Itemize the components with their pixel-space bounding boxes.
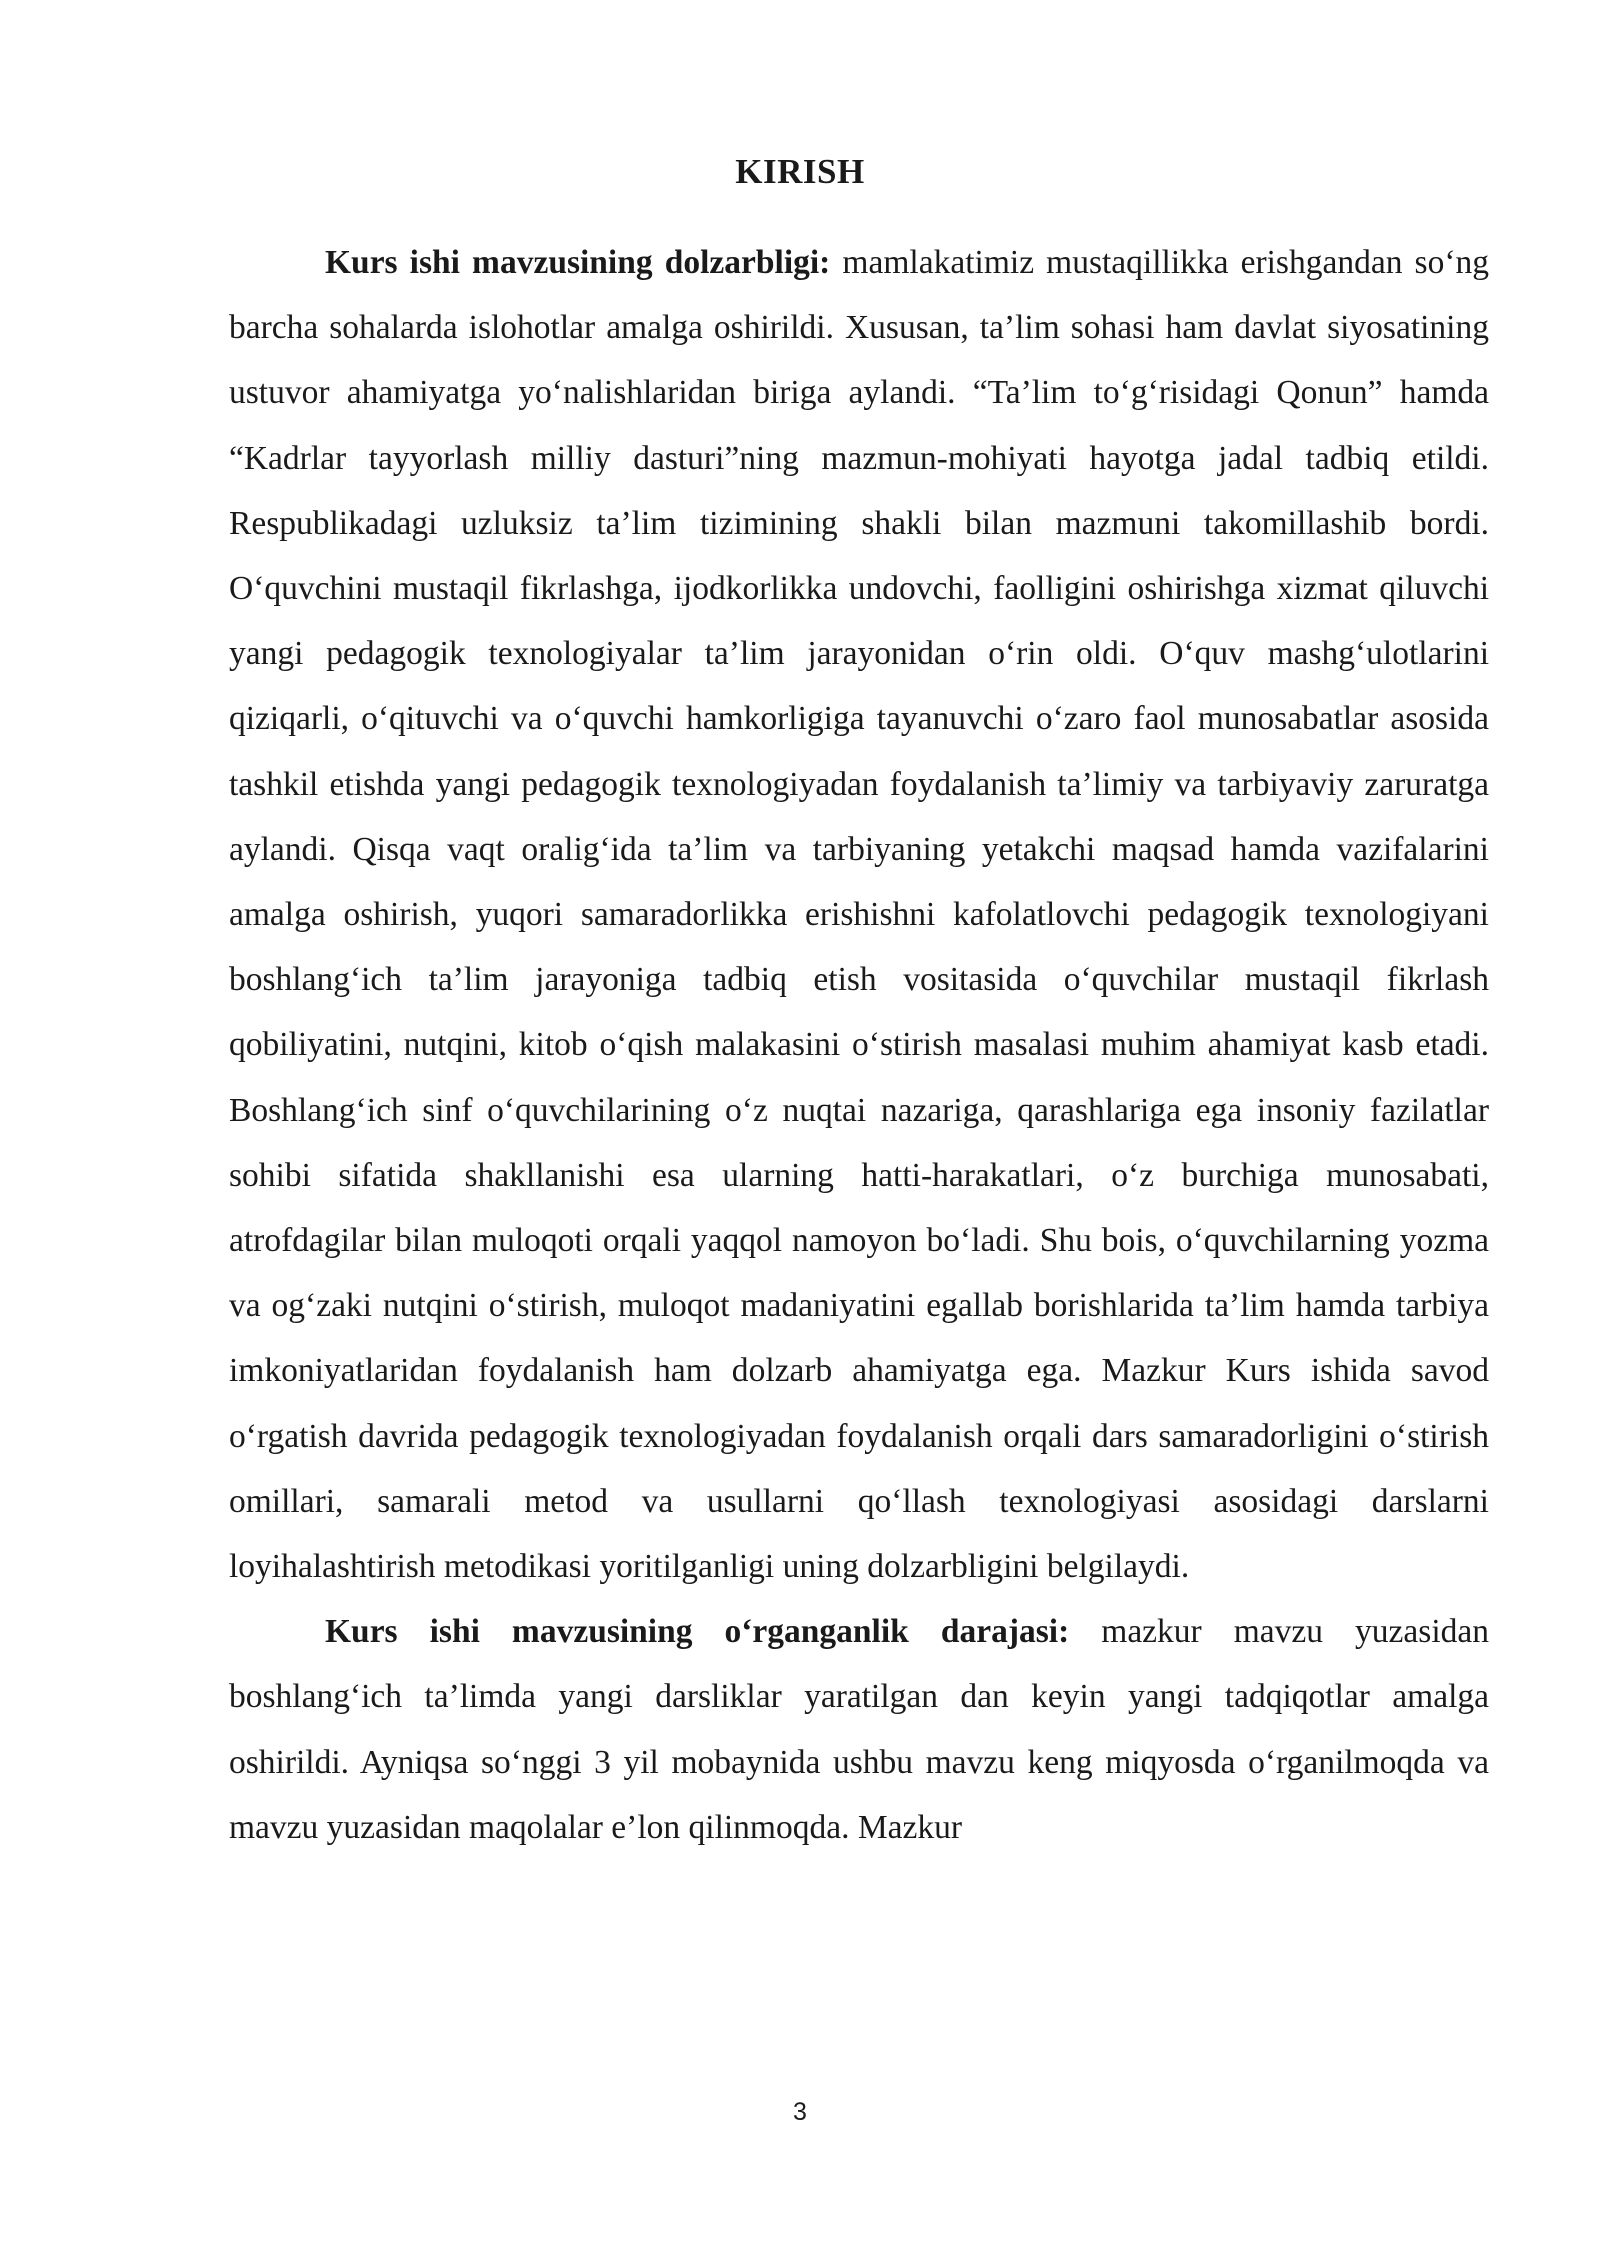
paragraph-text-study-level: mazkur mavzu yuzasidan boshlang‘ich ta’limda yangi darsliklar yaratilgan dan keyin yangi tadqiqotlar amalga oshirildi. Ayniqsa so‘nggi 3 yil mobaynida ushbu mavzu keng miqyosda o‘rganilmoqda va mavzu yuzasidan maqolalar e’lon qilinmoqda. Mazkur — [229, 1613, 1489, 1846]
paragraph-study-level — [229, 1599, 1489, 1860]
paragraph-text-relevance: mamlakatimiz mustaqillikka erishgandan so‘ng barcha sohalarda islohotlar amalga oshirildi. Xususan, ta’lim sohasi ham davlat siyosatining ustuvor ahamiyatga yo‘nalishlaridan biriga aylandi. “Ta’lim to‘g‘risidagi Qonun” hamda “Kadrlar tayyorlash milliy dasturi”ning mazmun-mohiyati hayotga jadal tadbiq etildi. Respublikadagi uzluksiz ta’lim tizimining shakli bilan mazmuni takomillashib bordi. O‘quvchini mustaqil fikrlashga, ijodkorlikka undovchi, faolligini oshirishga xizmat qiluvchi yangi pedagogik texnologiyalar ta’lim jarayonidan o‘rin oldi. O‘quv mashg‘ulotlarini qiziqarli, o‘qituvchi va o‘quvchi hamkorligiga tayanuvchi o‘zaro faol munosabatlar asosida tashkil etishda yangi pedagogik texnologiyadan foydalanish ta’limiy va tarbiyaviy zaruratga aylandi. Qisqa vaqt oralig‘ida ta’lim va tarbiyaning yetakchi maqsad hamda vazifalarini amalga oshirish, yuqori samaradorlikka erishishni kafolatlovchi pedagogik texnologiyani boshlang‘ich ta’lim jarayoniga tadbiq etish vositasida o‘quvchilar mustaqil fikrlash qobiliyatini, nutqini, kitob o‘qish malakasini o‘stirish masalasi muhim ahamiyat kasb etadi. Boshlang‘ich sinf o‘quvchilarining o‘z nuqtai nazariga, qarashlariga ega insoniy fazilatlar sohibi sifatida shakllanishi esa ularning hatti-harakatlari, o‘z burchiga munosabati, atrofdagilar bilan muloqoti orqali yaqqol namoyon bo‘ladi. Shu bois, o‘quvchilarning yozma va og‘zaki nutqini o‘stirish, muloqot madaniyatini egallab borishlarida ta’lim hamda tarbiya imkoniyatlaridan foydalanish ham dolzarb ahamiyatga ega. Mazkur Kurs ishida savod o‘rgatish davrida pedagogik texnologiyadan foydalanish orqali dars samaradorligini o‘stirish omillari, samarali metod va usullarni qo‘llash texnologiyasi asosidagi darslarni loyihalashtirish metodikasi yoritilganligi uning dolzarbligini belgilaydi. — [229, 244, 1489, 1586]
page-number: 3 — [793, 2098, 807, 2126]
paragraph-lead-relevance: Kurs ishi mavzusining dolzarbligi: — [325, 244, 831, 281]
paragraph-lead-study-level: Kurs ishi mavzusining o‘rganganlik darajasi: — [325, 1613, 1070, 1651]
paragraph-relevance — [229, 230, 1489, 1599]
body-text — [229, 230, 1489, 1860]
section-heading: KIRISH — [735, 152, 865, 191]
